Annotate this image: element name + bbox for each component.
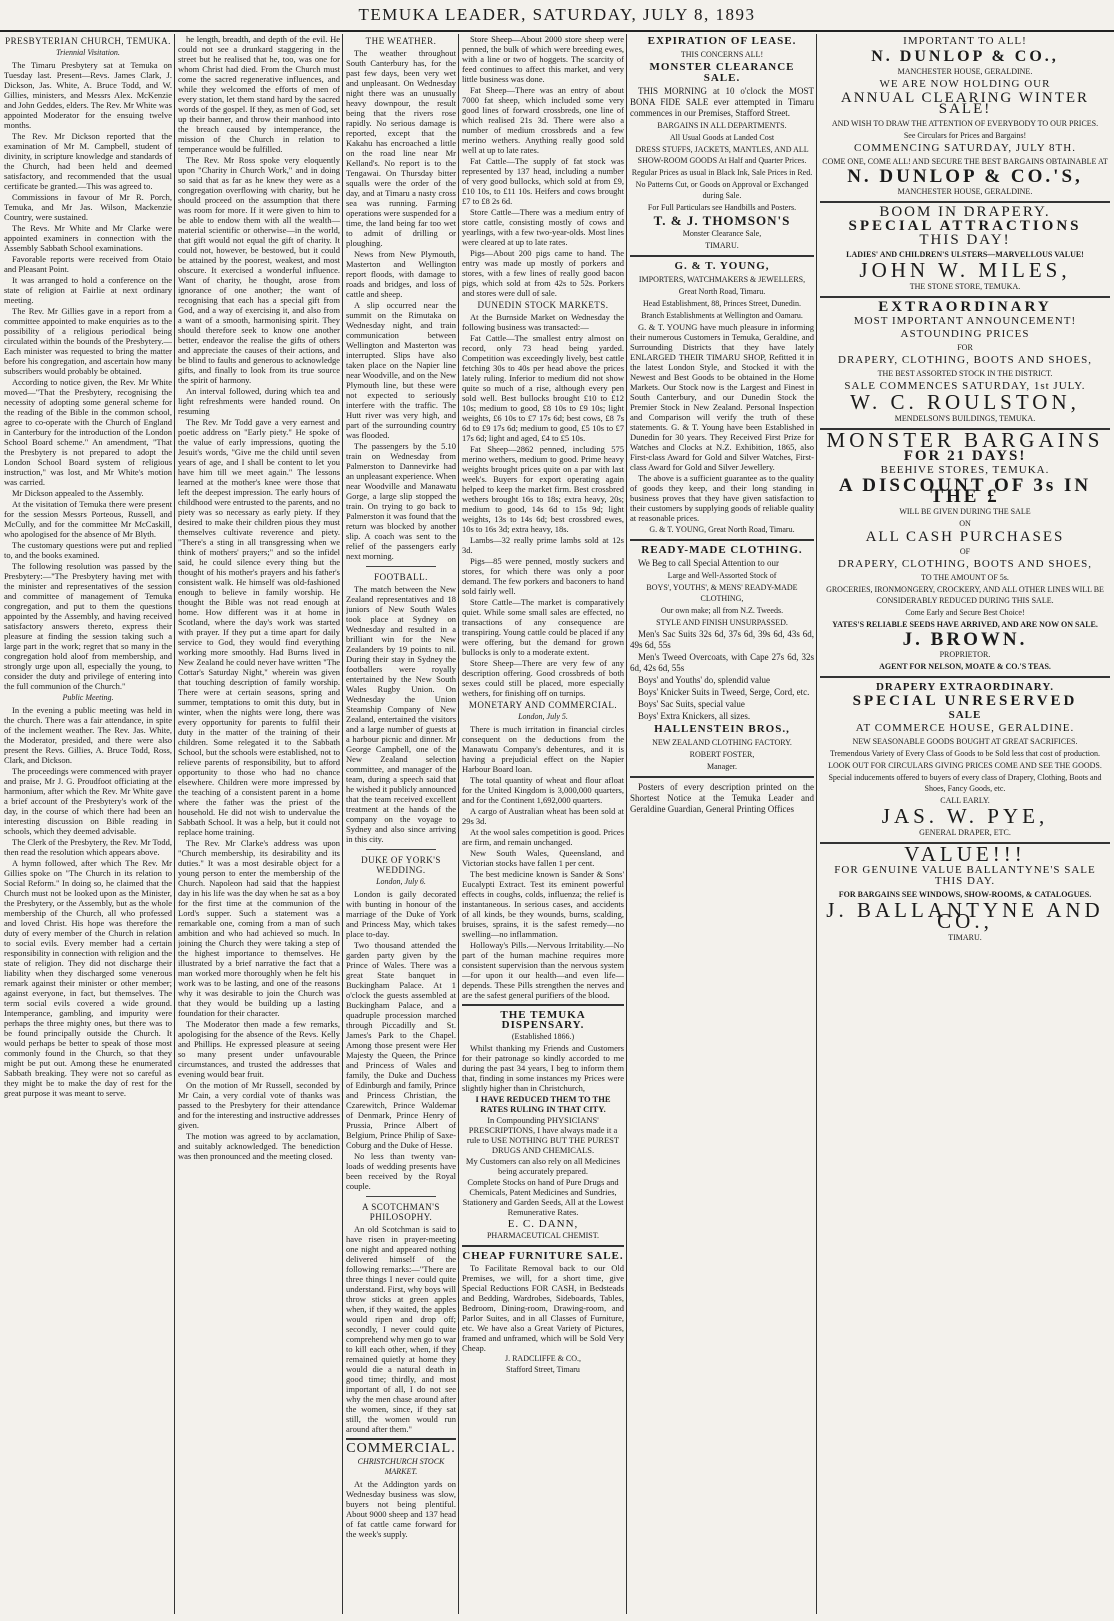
divider [630,255,814,257]
paragraph: At the visitation of Temuka there were present for the session Messrs Porteous, Russell, and McCully, and for the committee Mr McCaskill, who apologised for the absence of Mr Blyth. [4,499,172,539]
paragraph: Fat Cattle—The supply of fat stock was represented by 137 head, including a number of very good bullocks, which sold at from £9, £10 10s, to £11 10s. Heifers and cows brought £7 to £8 2s 6d. [462,156,624,206]
ad-furniture-name: J. RADCLIFFE & CO., [504,1354,581,1363]
paragraph: The best medicine known is Sander & Sons' Eucalypti Extract. Test its eminent powerful effects in coughs, colds, influenza; the relief is instantaneous. In serious cases, and accidents of all kinds, be they wounds, burns, scalding, bruises, sprains, it is the safest remedy—no swelling—no inflammation. [462,869,624,939]
paragraph: A hymn followed, after which The Rev. Mr Gillies spoke on "The Church in its relation to Social Reform." In doing so, he claimed that the Church must not be looked upon as the Minister, the Presbytery, or the Assembly, but as the whole membership of the Church, all who professed and loved Christ. His hope was therefore the duty of every member of the Church in relation to social evils. Every member had a certain responsibility in connection with religion and the state of religion. They did not discharge their liability when they discharged some venerous remark against their minister or other member; against everyone, in fact, but themselves. The term social evils covered a wide ground. Intemperance, gambling, and impurity were perhaps the three mighty ones, but there was to be found principally outside the Church. It would perhaps be better to speak of those most commonly found in the Church, so that they might be put out. Among these he enumerated Sabbath breaking. They were not so careful as they might be to make the day of rest for the great purpose it was meant to serve. [4,858,172,1098]
price-line: Boys' Extra Knickers, all sizes. [638,711,751,721]
ad-windows: FOR BARGAINS SEE WINDOWS, SHOW-ROOMS, & CATALOGUES. [838,890,1092,899]
ad-boom: BOOM IN DRAPERY. [879,204,1051,220]
divider [630,539,814,541]
paragraph: A cargo of Australian wheat has been sold at 29s 3d. [462,806,624,826]
paragraph: Fat Sheep—There was an entry of about 7000 fat sheep, which included some very good lines of forward crossbreds, one line of which realised 21s 3d. There were also a number of medium crossbreds and a few merino wethers. Anything really good sold well at up to late rates. [462,85,624,155]
column-ads-right [820,34,1110,1614]
paragraph: At the Burnside Market on Wednesday the following business was transacted:— [462,312,624,332]
paragraph: The Revs. Mr White and Mr Clarke were appointed examiners in connection with the Assembly Sabbath School examinations. [4,223,172,253]
paragraph: Favorable reports were received from Otaio and Pleasant Point. [4,254,172,274]
ad-look-out: LOOK OUT FOR CIRCULARS GIVING PRICES COME AND SEE THE GOODS. [828,761,1102,770]
paragraph: Mr Dickson appealed to the Assembly. [12,488,144,498]
ad-groceries: GROCERIES, IRONMONGERY, CROCKERY, AND ALL OTHER LINES WILL BE CONSIDERABLY REDUCED DURING THIS SALE. [826,585,1104,605]
paragraph: Store Cattle—There was a medium entry of store cattle, consisting mostly of cows and yearlings, with a few two-year-olds. Most lines were cleared at up to late rates. [462,207,624,247]
ad-amount: TO THE AMOUNT OF 5s. [921,573,1009,582]
masthead-title: TEMUKA LEADER, SATURDAY, JULY 8, 1893 [358,5,756,24]
ad-for: FOR [957,343,973,352]
paragraph: The Moderator then made a few remarks, apologising for the absence of the Revs. Kelly and Phillips. He expressed pleasure at seeing so many present under unfavourable circumstances, and trusted the addresses that evening would bear fruit. [178,1019,340,1079]
paragraph: The customary questions were put and replied to, and the books examined. [4,540,172,560]
price-line: Men's Sac Suits 32s 6d, 37s 6d, 39s 6d, 43s 6d, 49s 6d, 55s [630,629,814,650]
paragraph: The proceedings were commenced with prayer and praise, Mr J. G. Proudfoot officiating at the harmonium, after which the Rev. Mr White gave a brief account of the Presbytery's work of the day, in the course of which there had been an interesting discussion on Bible reading in schools, which they deemed advisable. [4,766,172,836]
column-presbyterian [4,34,172,1614]
paragraph: On the motion of Mr Russell, seconded by Mr Cain, a very cordial vote of thanks was passed to the Presbytery for their attendance and for the interesting and instructive addresses given. [178,1080,340,1130]
ad-dunlops: N. DUNLOP & CO.'S, [847,166,1083,187]
ad-style: STYLE AND FINISH UNSURPASSED. [656,618,788,627]
paragraph: Pigs—About 200 pigs came to hand. The entry was made up mostly of porkers and stores, with a few lines of really good bacon pigs, which sold at from 42s to 52s. Porkers and stores were dull of sale. [462,248,624,298]
paragraph: To Facilitate Removal back to our Old Premises, we will, for a short time, give Special Reductions FOR CASH, in Bedsteads and Bedding, Wardrobes, Sideboards, Tables, Bedroom, Dining-room, Drawing-room, and Parlor Suites, and in all Classes of Furniture, etc. We have also a Great Variety of Pictures, framed and unframed, which will be Sold Very Cheap. [462,1263,624,1353]
paragraph: Fat Cattle—The smallest entry almost on record, only 73 head being yarded. Competition was exceedingly lively, best cattle fetching 30s to 40s per head above the prices lately ruling. Inferior to medium did not show quite so much of a rise, although every pen sold well. Best bullocks brought £10 to £12 10s; medium to good, £8 10s to £9 10s; light weights, £6 10s to £7 17s 6d; best cows, £8 7s 6d to £9 17s 6d; medium to good, £5 10s to £7 17s 6d; light and aged, £4 to £5 10s. [462,333,624,443]
ad-sale-commences: SALE COMMENCES SATURDAY, 1st JULY. [844,380,1086,392]
paragraph: No less than twenty van-loads of wedding presents have been received by the Royal couple. [346,1151,456,1191]
ad-tremendous: Tremendous Variety of Every Class of Goods to be Sold less that cost of production. [830,749,1100,758]
subheading: Public Meeting. [62,693,114,702]
ad-young-branch: Branch Establishments at Wellington and Oamaru. [641,311,803,320]
column-news [346,34,456,1614]
divider [366,1196,436,1197]
ad-agent: AGENT FOR NELSON, MOATE & CO.'S TEAS. [879,662,1051,671]
paragraph: At the Addington yards on Wednesday business was slow, buyers not being plentiful. About 9000 sheep and 137 head of fat cattle came forward for the week's supply. [346,1479,456,1539]
ad-this-day: THIS DAY! [919,232,1011,248]
ad-own-make: Our own make; all from N.Z. Tweeds. [660,606,784,615]
column-rule [342,34,343,1614]
ad-extraordinary: EXTRAORDINARY [878,299,1052,315]
ad-annual-sale: ANNUAL CLEARING WINTER SALE! [840,90,1090,117]
ad-astounding: ASTOUNDING PRICES [900,328,1030,340]
ad-dispensary-title: THE TEMUKA DISPENSARY. [500,1009,586,1031]
ad-commerce-house: AT COMMERCE HOUSE, GERALDINE. [855,722,1075,734]
paragraph: London is gaily decorated with bunting in honour of the marriage of the Duke of York and Princess May, which takes place to-day. [346,889,456,939]
paragraph: G. & T. YOUNG have much pleasure in informing their numerous Customers in Temuka, Geraldine, and Surrounding Districts that they have lately ENLARGED THEIR TIMARU SHOP, Refitted it in the latest London Style, and Stocked it with the Newest and Best Goods to be obtained in the Home Markets. Our Stock now is the Largest and Finest in South Canterbury, and our Dunedin Stock the Premier Stock in New Zealand. Personal Inspection and Comparison will verify the truth of these statements. G. & T. Young have been Established in Dunedin for 30 years. They Received First Prize for Watches and Clocks at N.Z. Exhibition, 1865, also First-class Award for Gold and Silver Watches, First-class Award for Gold and Silver Jewellery. [630,322,814,472]
ad-brown: J. BROWN. [902,629,1028,650]
ad-value: VALUE!!! [904,842,1026,866]
ad-genuine-value: FOR GENUINE VALUE BALLANTYNE'S SALE THIS DAY. [834,864,1096,887]
paragraph: Posters of every description printed on the Shortest Notice at the Temuka Leader and Geraldine Guardian, General Printing Offices [630,782,814,814]
paragraph: The total quantity of wheat and flour afloat for the United Kingdom is 3,000,000 quarters, and for the Continent 1,692,000 quarters. [462,775,624,805]
ad-ready-made: READY-MADE CLOTHING. [641,544,803,556]
ad-given: WILL BE GIVEN DURING THE SALE [899,507,1031,516]
paragraph: Store Sheep—There are very few of any description offering. Good crossbreds of both sexes could still be placed, more especially wethers, for finishing off on turnips. [462,658,624,698]
masthead [0,0,1114,32]
paragraph: Store Sheep—About 2000 store sheep were penned, the bulk of which were breeding ewes, with a line or two of hoggets. The scarcity of feed continues to affect this market, and very little business was done. [462,34,624,84]
paragraph: THIS MORNING at 10 o'clock the MOST BONA FIDE SALE ever attempted in Timaru commences in our Premises, Stafford Street. [630,86,814,118]
dateline: London, July 5. [518,712,568,721]
paragraph: The Rev. Mr Clarke's address was upon "Church membership, its desirability and its duties." It was a most desirable object for a young person to enter the membership of the Church. Napoleon had said that the happiest day in his life was the day when he sat as a boy for the first time at the communion of the Lord's supper. Such a statement was a remarkable one, coming from a man of such ambition and who had achieved so much. In joining the Church they were taking a step of the highest importance to themselves. He illustrated by a brief narrative the fact that a man worked more thoroughly when he felt his work was to be lasting, and one of the reasons why it was desirable to join the Church was that they would be building up a lasting foundation for their character. [178,838,340,1018]
divider [820,201,1110,203]
paragraph: The Rev. Mr Dickson reported that the examination of Mr M. Campbell, student of divinity, in scripture knowledge and standards of the Church, had been held and deemed satisfactory, and recommended that the usual certificate be granted.—This was agreed to. [4,131,172,191]
paragraph: Two thousand attended the garden party given by the Prince of Wales. There was a great State banquet in Buckingham Palace. At 1 o'clock the guests assembled at Buckingham Palace, and a quadruple procession marched through Piccadilly and St. James's Park to the Chapel. Among those present were Her Majesty the Queen, the Prince and Princess of Wales and family, the Duke and Duchess of Edinburgh and family, Prince and Princess Christian, the Czarewitch, Prince Waldemar of Denmark, Prince Henry of Prussia, Prince Albert of Belgium, Prince Philip of Saxe-Coburg and the Duke of Hesse. [346,940,456,1150]
ad-usual-goods: All Usual Goods at Landed Cost [669,133,775,142]
ad-dispensary-name: E. C. DANN, [507,1218,579,1230]
paragraph: Commissions in favour of Mr R. Porch, Temuka, and Mr Jas. Wilson, Mackenzie Country, were sustained. [4,192,172,222]
ad-yates: YATES'S RELIABLE SEEDS HAVE ARRIVED, AND ARE NOW ON SALE. [832,620,1098,629]
section-heading-commercial: COMMERCIAL. [346,1441,456,1456]
ad-call-early: CALL EARLY. [940,796,990,805]
ad-timaru: TIMARU. [948,933,982,942]
ad-21-days: FOR 21 DAYS! [903,448,1027,464]
ad-furniture-address: Stafford Street, Timaru [506,1365,580,1374]
ad-manchester2: MANCHESTER HOUSE, GERALDINE. [897,187,1033,196]
ad-dress-stuffs: DRESS STUFFS, JACKETS, MANTLES, AND ALL SHOW-ROOM GOODS At Half and Quarter Prices. [635,145,809,165]
paragraph: A slip occurred near the summit on the Rimutaka on Wednesday night, and train communication between Wellington and Masterton was interrupted. Slips have also taken place on the Napier line near Woodville, and on the New Plymouth line, but these were not expected to seriously interfere with the traffic. The Hutt river was very high, and part of the surrounding country was flooded. [346,300,456,440]
ad-proprietor: PROPRIETOR. [939,650,991,659]
ad-discount: A DISCOUNT OF 3s IN THE £ [838,475,1092,507]
paragraph: An interval followed, during which tea and light refreshments were handed round. On resuming [178,386,340,416]
ad-beehive: BEEHIVE STORES, TEMUKA. [880,464,1050,476]
paragraph: The Timaru Presbytery sat at Temuka on Tuesday last. Present—Revs. James Clark, J. Dickson, Jas. White, A. Bruce Todd, and W. Gillies, ministers, and Messrs Alex. McKenzie and John Geddes, elders. The Rev. Mr White was appointed Moderator for the ensuing twelve months. [4,60,172,130]
ad-dunlop-name: N. DUNLOP & CO., [871,48,1059,65]
ad-ballantyne: J. BALLANTYNE AND CO., [826,898,1104,933]
paragraph: New South Wales, Queensland, and Victorian stocks have fallen 1 per cent. [462,848,624,868]
ad-pye: JAS. W. PYE, [881,804,1049,828]
ad-holding: WE ARE NOW HOLDING OUR [879,78,1051,90]
ad-regular-prices: Regular Prices as usual in Black Ink, Sale Prices in Red. [631,168,813,177]
divider [366,566,436,567]
ad-dispensary-established: (Established 1866.) [511,1032,575,1041]
ad-dispensary-stocks: Complete Stocks on hand of Pure Drugs and Chemicals, Patent Medicines and Sundries, Stationery and Garden Seeds, All at the Lowest Remunerative Rates. [462,1177,624,1217]
paragraph: The Clerk of the Presbytery, the Rev. Mr Todd, then read the resolution which appears above. [4,837,172,857]
paragraph: The following resolution was passed by the Presbytery:—"The Presbytery having met with the minister and representatives of the session and committee of management of Temuka congregation, and put to them the questions appointed by the Assembly, and having received satisfactory answers thereto, express their pleasure at finding the session taking such a large part in the work; regret that so many in the congregation hold aloof from membership, and strongly urge upon all, especially the young, to consider the duty and privilege of entering into the full communion of the Church." [4,561,172,691]
paragraph: Fat Sheep—2862 penned, including 575 merino wethers, medium to good. Prime heavy weights brought prices quite on a par with last week's. Buyers for export operating again helped to keep the market firm. Best crossbred wethers brought 16s to 18s; extra heavy, 20s; medium to good, 14s 6d to 15s 9d; light weights, 13s to 14s 6d; best crossbred ewes, 10s to 16s 3d; extra heavy, 18s. [462,444,624,534]
column-markets [462,34,624,1614]
subheading: CHRISTCHURCH STOCK MARKET. [357,1457,445,1476]
ad-particulars: For Full Particulars see Handbills and Posters. [647,203,797,212]
divider [630,776,814,778]
ad-young-address: Great North Road, Timaru. [678,287,766,296]
ad-mendelson: MENDELSON'S BUILDINGS, TEMUKA. [894,414,1036,423]
price-line: Men's Tweed Overcoats, with Cape 27s 6d, 32s 6d, 42s 6d, 55s [630,652,814,673]
ad-sale: SALE [948,709,982,721]
paragraph: The motion was agreed to by acclamation, and suitably acknowledged. The benediction was then pronounced and the meeting closed. [178,1131,340,1161]
ad-furniture-title: CHEAP FURNITURE SALE. [462,1250,624,1262]
paragraph: The above is a sufficient guarantee as to the quality of goods they keep, and their long standing in business proves that they have given satisfaction to their customers by supplying goods of reliable quality at reasonable prices. [630,473,814,523]
paragraph: The match between the New Zealand representatives and 18 juniors of New South Wales took place at Sydney on Wednesday and resulted in a brilliant win for the New Zealanders by 19 points to nil. During their stay in Sydney the footballers were royally entertained by the New South Wales Rugby Union. On Wednesday the Union Steamship Company of New Zealand, entertained the visitors and a large number of guests at a harbour picnic and dinner. Mr George Campbell, one of the New Zealand selection committee, and manager of the team, during a speech said that he wished it publicly announced that the team received excellent treatment at the hands of the company on the voyage to Sydney and also since arriving in this city. [346,584,456,844]
price-line: Boys' and Youths' do, splendid value [638,675,770,685]
paragraph: The Rev. Mr Todd gave a very earnest and poetic address on "Early piety." He spoke of the value of early impressions, quoting the Jesuit's words, "Give me the child until seven years of age, and I shall be content to let you have him till we meet again." The lessons learned at the mother's knee were those that left the deepest impression. The early hours of childhood were entrusted to the parents, and no piety was so necessary as early piety. If they desired to make their children pious they must themselves cultivate reverence and piety. "There's a sting in all transgressing when we think of mothers' prayers;" and so the infidel said, he could silence every thing but the thought of his mother's prayers and his father's consistent walk. He himself was old-fashioned enough to believe in family worship. He thought the Bible was not read enough at home. How different was it at home in Scotland, where the day's work was started with prayer. If they put a time apart for daily service to God, they would find everything working more smoothly. Had Burns lived in New Zealand he could never have written "The Cottar's Saturday Night," wherein was given that touching description of family worship. There were at certain seasons, spring and summer, temptations to omit this duty, but in winter, when the nights were long, there was every opportunity for parents to fulfil their duty in the matter of the training of their children. Some relegated it to the Sabbath School, but the schools were established, not to relieve parents of responsibility, but to afford opportunity to those who had no chance elsewhere. Children were more impressed by the teaching of a consistent parent in a home where the father was the priest of the household. He did not wish to undervalue the Sabbath School. It was a help, but it could not replace home training. [178,417,340,837]
ad-inducements: Special inducements offered to buyers of every class of Drapery, Clothing, Boots and Shoes, Fancy Goods, etc. [828,773,1102,793]
article-title: MONETARY AND COMMERCIAL. [468,700,618,710]
paragraph: News from New Plymouth, Masterton and Wellington report floods, with damage to roads and bridges, and loss of cattle and sheep. [346,249,456,299]
article-title: DUKE OF YORK'S WEDDING. [361,855,441,875]
article-title: FOOTBALL. [374,572,428,582]
paragraph: In the evening a public meeting was held in the church. There was a fair attendance, in spite of the inclement weather. The Rev. Jas. White, the Moderator, presided, and there were also present the Revs. Gillies, A. Bruce Todd, Ross, Clark, and Dickson. [4,705,172,765]
paragraph: he length, breadth, and depth of the evil. He could not see a drunkard staggering in the street but he realised that he, too, was one for whom Christ had died. From the Church must come the sacred regenerative influences, and while they welcomed the efforts of men of every station, let them stand hard by the sacred words of the gospel. If they, as men of God, set up their banner, and throw their manhood into the breach caused by intemperance, the mission of the Church in relation to temperance would be fulfilled. [178,34,340,154]
dateline: London, July 6. [376,877,426,886]
ad-circulars: See Circulars for Prices and Bargains! [903,131,1027,140]
subheading: Triennial Visitation. [56,48,120,57]
column-ads-middle [630,34,814,1614]
ad-large-stock: Large and Well-Assorted Stock of [667,571,777,580]
divider [820,296,1110,298]
ad-dispensary-role: PHARMACEUTICAL CHEMIST. [486,1231,599,1240]
ad-on: ON [959,519,971,528]
ad-come-early: Come Early and Secure Best Choice! [905,608,1025,617]
ad-miles: JOHN W. MILES, [859,258,1071,282]
ad-factory: NEW ZEALAND CLOTHING FACTORY. [652,738,792,747]
ad-monster-bargains: MONSTER BARGAINS [826,428,1104,452]
divider [366,849,436,850]
ad-special-unreserved: SPECIAL UNRESERVED [852,693,1078,709]
ad-lease-title: EXPIRATION OF LEASE. [647,35,797,47]
ad-important: IMPORTANT TO ALL! [903,35,1027,47]
paragraph: Lambs—32 really prime lambs sold at 12s 3d. [462,535,624,555]
article-title: PRESBYTERIAN CHURCH, TEMUKA. [5,36,171,46]
paragraph: The Rev. Mr Gillies gave in a report from a committee appointed to make enquiries as to the possibility of a religious periodical being circulated within the bounds of the Presbytery.—Each minister was requested to bring the matter before his congregation, and ascertain how many subscribers would probably be obtained. [4,306,172,376]
ad-young-signature: G. & T. YOUNG, Great North Road, Timaru. [649,525,795,534]
ad-young-sub: IMPORTERS, WATCHMAKERS & JEWELLERS, [638,275,806,284]
ad-cash-purchases: ALL CASH PURCHASES [865,529,1065,545]
ad-attention: AND WISH TO DRAW THE ATTENTION OF EVERYBODY TO OUR PRICES. [831,119,1099,128]
paragraph: The Rev. Mr Ross spoke very eloquently upon "Charity in Church Work," and in doing so said that as far as he knew they were as a congregation overflowing with charity, but he should proceed on the assumption that there was room for more. If it were given to him to be able to endow them with all the wealth—material scientific or otherwise—in the world, that gift would not equal the gift of charity. It could not, however, be bestowed, but it could be attained by the poorest, weakest, and most obscure. It exercised a wonderful influence. Want of charity, he thought, arose from ignorance of one another; the want of recognising that each has a special gift from God, and a way of exercising it, and also from a want of a smooth, harmonising spirit. They should therefore seek to know one another better, endeavor the realise the gifts of others and appreciate the causes of their actions, and be blind to faults and generous to acknowledge gifts, and finally to look from its true source the spirit of harmony. [178,155,340,385]
ad-no-patterns: No Patterns Cut, or Goods on Approval or Exchanged during Sale. [635,180,809,200]
ad-general-draper: GENERAL DRAPER, ETC. [919,828,1011,837]
ad-thomson-sub: Monster Clearance Sale, [682,229,762,238]
ad-foster: ROBERT FOSTER, [689,750,755,759]
paragraph: We Beg to call Special Attention to our [638,558,779,568]
ad-ulsters: LADIES' AND CHILDREN'S ULSTERS—MARVELLOUS VALUE! [846,250,1084,259]
ad-young-head: Head Establishment, 88, Princes Street, Dunedin. [643,299,801,308]
ad-dispensary-prescriptions: In Compounding PHYSICIANS' PRESCRIPTIONS, I have always made it a rule to USE NOTHING BUT THE PUREST DRUGS AND CHEMICALS. [466,1115,620,1155]
price-line: Boys' Sac Suits, special value [638,699,745,709]
paragraph: At the wool sales competition is good. Prices are firm, and remain unchanged. [462,827,624,847]
divider [346,1438,456,1440]
article-title: A SCOTCHMAN'S PHILOSOPHY. [362,1202,440,1222]
ad-commencing: COMMENCING SATURDAY, JULY 8TH. [854,142,1076,154]
ad-dispensary-medicines: My Customers can also rely on all Medicines being accurately prepared. [465,1156,621,1176]
column-rule [626,34,627,1614]
column-rule [816,34,817,1614]
article-title: DUNEDIN STOCK MARKETS. [477,300,609,310]
paragraph: The passengers by the 5.10 train on Wednesday from Palmerston to Dannevirke had an unpleasant experience. When near Woodville and Manawatu Gorge, a large slip stopped the train. On trying to go back to Palmerston it was found that the return was blocked by another slip. A coach was sent to the relief of the passengers early next morning. [346,441,456,561]
ad-of: OF [959,547,971,556]
paragraph: The weather throughout South Canterbury has, for the past few days, been very wet and unpleasant. On Wednesday night there was an unusually heavy downpour, the result being that the rivers rose rapidly. No serious damage is reported, except that the Kakahu has encroached a little on the road line near Mr Kelland's. No report is to the Tengawai. On Thursday bitter squalls were the order of the day, and at Timaru a nasty cross sea was running. Farming operations were suspended for a time, the land being far too wet to admit of drilling or ploughing. [346,48,456,248]
ad-hallenstein: HALLENSTEIN BROS., [654,723,790,735]
ad-concerns: THIS CONCERNS ALL! [680,50,764,59]
ad-manchester: MANCHESTER HOUSE, GERALDINE. [897,67,1033,76]
ad-drapery: DRAPERY, CLOTHING, BOOTS AND SHOES, [838,354,1092,366]
ad-best-stock: THE BEST ASSORTED STOCK IN THE DISTRICT. [877,369,1053,378]
ad-monster-clearance: MONSTER CLEARANCE SALE. [649,61,795,84]
column-rule [458,34,459,1614]
column-rule [174,34,175,1614]
paragraph: An old Scotchman is said to have risen in prayer-meeting one night and appeared nothing delivered himself of the following remarks:—"There are three things I never could quite understand. First, why boys will throw sticks at green apples when, if they waited, the apples would ripen and drop off; secondly, I never could quite comprehend why men go to war to kill each other, when, if they remained quietly at home they would die a natural death in good time; thirdly, and most important of all, I do not see why the men chase around after the women, since, if they sat still, the women would run around after them." [346,1224,456,1434]
divider [462,1004,624,1006]
ad-seasonable: NEW SEASONABLE GOODS BOUGHT AT GREAT SACRIFICES. [852,737,1078,746]
ad-manager: Manager. [707,762,737,771]
ad-boys-clothing: BOYS', YOUTHS', & MENS' READY-MADE CLOTHING, [646,583,798,603]
ad-thomson-name: T. & J. THOMSON'S [653,213,791,228]
price-line: Boys' Knicker Suits in Tweed, Serge, Cord, etc. [638,687,810,697]
ad-young-name: G. & T. YOUNG, [674,260,770,272]
divider [820,676,1110,678]
ad-thomson-town: TIMARU. [705,241,739,250]
ad-roulston: W. C. ROULSTON, [850,390,1080,414]
ad-drapery-extraordinary: DRAPERY EXTRAORDINARY. [875,681,1055,693]
ad-special-attractions: SPECIAL ATTRACTIONS [848,218,1082,234]
column-presbyterian-continued [178,34,340,1614]
ad-stone-store: THE STONE STORE, TEMUKA. [909,282,1021,291]
paragraph: It was arranged to hold a conference on the state of religion at Fairlie at next ordinary meeting. [4,275,172,305]
paragraph: According to notice given, the Rev. Mr White moved—"That the Presbytery, recognising the necessity of adopting some general scheme for the reading of the Bible in the common school, agree to co-operate with the Church of England in Canterbury for the introduction of the London School Board scheme." An amendment, "That the Presbytery is not prepared to adopt the London School Board system of religious instruction," was lost, and Mr White's motion was carried. [4,377,172,487]
ad-bargains: BARGAINS IN ALL DEPARTMENTS. [657,121,787,130]
paragraph: Whilst thanking my Friends and Customers for their patronage so kindly accorded to me during the past 34 years, I beg to inform them that, finding in some instances my Prices were slightly higher than in Christchurch, [462,1043,624,1093]
ad-dispensary-reduced: I HAVE REDUCED THEM TO THE RATES RULING IN THAT CITY. [475,1094,611,1114]
paragraph: There is much irritation in financial circles consequent on the deductions from the Manawatu Company's debentures, and it is having a prejudicial effect on the Napier Harbour Board loan. [462,724,624,774]
paragraph: Store Cattle—The market is comparatively quiet. While some small sales are effected, no transactions of any consequence are transpiring. Young cattle could be placed if any were offering, but the demand for grown bullocks is only to a moderate extent. [462,597,624,657]
paragraph: Holloway's Pills.—Nervous Irritability.—No part of the human machine requires more consistent supervision than the nervous system—for upon it our health—and even life—depends. These Pills strengthen the nerves and are the safest general purifiers of the blood. [462,940,624,1000]
divider [462,1245,624,1247]
ad-announcement: MOST IMPORTANT ANNOUNCEMENT! [853,315,1077,327]
ad-drapery2: DRAPERY, CLOTHING, BOOTS AND SHOES, [838,558,1092,570]
article-title: THE WEATHER. [365,36,437,46]
paragraph: Pigs—85 were penned, mostly suckers and stores, for which there was only a poor demand. The few porkers and baconers to hand sold fairly well. [462,556,624,596]
ad-come-one: COME ONE, COME ALL! AND SECURE THE BEST BARGAINS OBTAINABLE AT [822,157,1108,166]
